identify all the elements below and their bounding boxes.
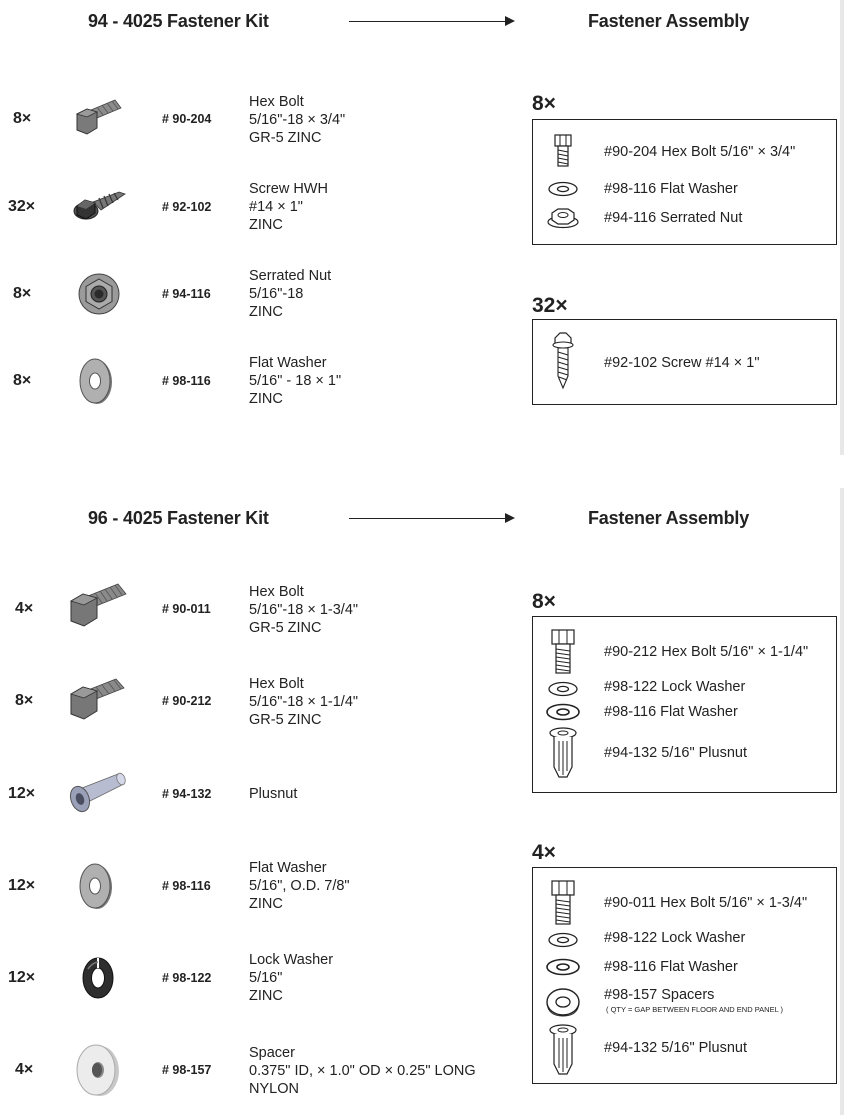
assembly-line: #90-212 Hex Bolt 5/16" × 1-1/4"	[604, 644, 809, 660]
kit-title: 96 - 4025 Fastener Kit	[88, 508, 269, 528]
item-quantity: 8×	[13, 110, 32, 127]
item-name: Flat Washer	[249, 860, 327, 876]
item-description	[249, 354, 341, 408]
bolt-icon	[553, 134, 573, 168]
plusnut-icon	[548, 1024, 578, 1076]
part-number: # 94-116	[162, 287, 211, 301]
assembly-box	[532, 867, 837, 1084]
assembly-line: #94-132 5/16" Plusnut	[604, 1040, 748, 1056]
washer-icon	[545, 958, 581, 976]
plusnut-icon	[68, 770, 128, 816]
assembly-title: Fastener Assembly	[588, 11, 750, 31]
lock-washer-icon	[547, 932, 579, 948]
assembly-quantity: 8×	[532, 590, 556, 613]
hex-bolt-icon	[75, 100, 125, 140]
item-size: 5/16"	[249, 970, 283, 986]
item-finish: ZINC	[249, 217, 283, 233]
part-number: # 98-122	[162, 971, 212, 985]
assembly-quantity: 8×	[532, 92, 556, 115]
assembly-line: #98-116 Flat Washer	[604, 959, 738, 975]
assembly-title: Fastener Assembly	[588, 508, 750, 528]
lock-washer-icon	[547, 681, 579, 697]
serrated-nut-icon	[77, 272, 121, 316]
spacer-quantity-note: ( QTY = GAP BETWEEN FLOOR AND END PANEL )	[606, 1005, 784, 1014]
assembly-line: #98-122 Lock Washer	[604, 679, 746, 695]
part-number: # 92-102	[162, 200, 212, 214]
item-size: 5/16"-18	[249, 286, 304, 302]
item-description	[249, 1044, 476, 1098]
assembly-line: #92-102 Screw #14 × 1"	[604, 355, 760, 371]
spacer-icon	[72, 1042, 122, 1098]
item-quantity: 12×	[8, 969, 36, 986]
item-finish: ZINC	[249, 391, 283, 407]
plusnut-icon	[548, 727, 578, 779]
washer-icon	[547, 181, 579, 197]
item-quantity: 8×	[13, 285, 32, 302]
item-finish: ZINC	[249, 988, 283, 1004]
assembly-line: #90-011 Hex Bolt 5/16" × 1-3/4"	[604, 895, 808, 911]
assembly-line: #98-122 Lock Washer	[604, 930, 746, 946]
arrow-icon	[349, 518, 513, 519]
item-quantity: 12×	[8, 877, 36, 894]
item-description	[249, 93, 345, 147]
assembly-line: #90-204 Hex Bolt 5/16" × 3/4"	[604, 144, 796, 160]
item-size: 0.375" ID, × 1.0" OD × 0.25" LONG	[249, 1063, 476, 1079]
kit-title: 94 - 4025 Fastener Kit	[88, 11, 269, 31]
item-size: #14 × 1"	[249, 199, 303, 215]
item-description	[249, 180, 328, 234]
page-edge	[840, 488, 844, 1115]
part-number: # 90-011	[162, 602, 211, 616]
item-size: 5/16" - 18 × 1"	[249, 373, 342, 389]
part-number: # 98-116	[162, 374, 211, 388]
item-description	[249, 267, 331, 321]
item-size: 5/16"-18 × 3/4"	[249, 112, 346, 128]
assembly-box	[532, 119, 837, 245]
hex-bolt-icon	[70, 584, 128, 632]
item-quantity: 8×	[15, 692, 34, 709]
item-description	[249, 785, 297, 803]
item-description	[249, 951, 333, 1005]
assembly-line: #94-132 5/16" Plusnut	[604, 745, 748, 761]
assembly-quantity: 4×	[532, 841, 556, 864]
item-name: Screw HWH	[249, 181, 328, 197]
part-number: # 90-212	[162, 694, 212, 708]
screw-icon	[552, 332, 574, 390]
item-finish: GR-5 ZINC	[249, 130, 322, 146]
item-description	[249, 859, 350, 913]
assembly-line: #98-116 Flat Washer	[604, 704, 738, 720]
nut-icon	[547, 207, 579, 229]
lock-washer-icon	[80, 955, 116, 1001]
assembly-line: #98-157 Spacers	[604, 987, 715, 1003]
item-name: Flat Washer	[249, 355, 327, 371]
item-name: Lock Washer	[249, 952, 334, 968]
part-number: # 94-132	[162, 787, 212, 801]
item-quantity: 8×	[13, 372, 32, 389]
item-finish: NYLON	[249, 1081, 299, 1097]
item-quantity: 12×	[8, 785, 36, 802]
item-quantity: 4×	[15, 1061, 34, 1078]
assembly-quantity: 32×	[532, 294, 568, 317]
part-number: # 98-157	[162, 1063, 212, 1077]
assembly-line: #94-116 Serrated Nut	[604, 210, 743, 226]
item-size: 5/16"-18 × 1-3/4"	[249, 602, 359, 618]
item-size: 5/16", O.D. 7/8"	[249, 878, 350, 894]
item-finish: ZINC	[249, 304, 283, 320]
bolt-icon	[550, 880, 576, 926]
assembly-box	[532, 616, 837, 793]
item-finish: GR-5 ZINC	[249, 620, 322, 636]
assembly-line: #98-116 Flat Washer	[604, 181, 738, 197]
item-quantity: 4×	[15, 600, 34, 617]
item-name: Plusnut	[249, 786, 298, 802]
item-description	[249, 583, 358, 637]
item-name: Hex Bolt	[249, 94, 304, 110]
item-quantity: 32×	[8, 198, 36, 215]
item-description	[249, 675, 358, 729]
arrow-icon	[349, 21, 513, 22]
item-finish: ZINC	[249, 896, 283, 912]
item-name: Serrated Nut	[249, 268, 332, 284]
bolt-icon	[550, 629, 576, 675]
flat-washer-icon	[78, 861, 114, 911]
hex-bolt-icon	[70, 678, 126, 724]
part-number: # 90-204	[162, 112, 212, 126]
washer-icon	[545, 703, 581, 721]
spacer-icon	[545, 986, 581, 1018]
part-number: # 98-116	[162, 879, 211, 893]
item-size: 5/16"-18 × 1-1/4"	[249, 694, 359, 710]
item-finish: GR-5 ZINC	[249, 712, 322, 728]
item-name: Spacer	[249, 1045, 295, 1061]
screw-icon	[73, 186, 127, 228]
assembly-box	[532, 319, 837, 405]
page-edge	[840, 0, 844, 455]
item-name: Hex Bolt	[249, 676, 304, 692]
item-name: Hex Bolt	[249, 584, 304, 600]
flat-washer-icon	[78, 356, 114, 406]
